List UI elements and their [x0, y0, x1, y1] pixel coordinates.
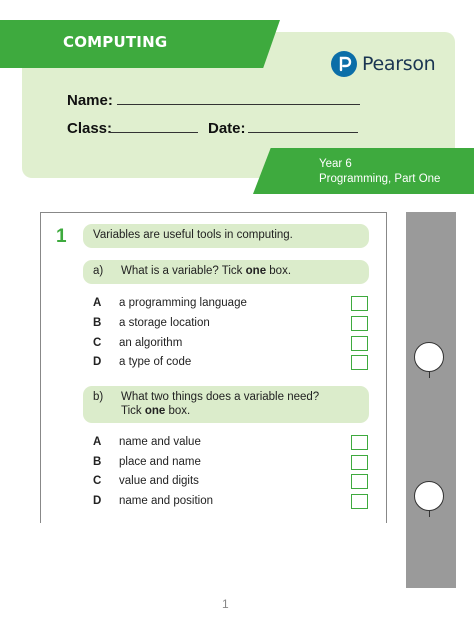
page-number: 1	[222, 597, 229, 611]
part-b-option-c-checkbox[interactable]	[351, 474, 368, 489]
class-field[interactable]	[109, 132, 198, 133]
part-a-instruction-end: box.	[266, 265, 292, 277]
part-b-option-letter: D	[93, 495, 102, 507]
part-a-option-text: a storage location	[119, 317, 210, 329]
part-a-option-letter: C	[93, 337, 102, 349]
part-b-option-a-checkbox[interactable]	[351, 435, 368, 450]
part-b-option-letter: A	[93, 436, 102, 448]
part-a-option-d-checkbox[interactable]	[351, 355, 368, 370]
class-label: Class:	[67, 120, 113, 137]
part-b-instruction-emphasis: one	[144, 405, 166, 417]
brand-logo	[331, 50, 435, 78]
date-field[interactable]	[248, 132, 358, 133]
part-b-option-text: name and value	[119, 436, 201, 448]
name-label: Name:	[67, 92, 113, 109]
part-a-option-text: a programming language	[119, 297, 247, 309]
part-a-option-letter: A	[93, 297, 102, 309]
part-a-instruction	[121, 265, 291, 277]
subject-banner-text: COMPUTING	[63, 33, 168, 51]
part-b-instruction	[121, 405, 190, 417]
part-a-option-letter: B	[93, 317, 102, 329]
part-b-option-letter: B	[93, 456, 102, 468]
part-a-instruction-emphasis: one	[245, 265, 267, 277]
tag-year: Year 6	[319, 158, 352, 170]
part-b-label: b)	[93, 391, 104, 403]
part-a-option-letter: D	[93, 356, 102, 368]
date-label: Date:	[208, 120, 246, 137]
subject-tag	[253, 148, 474, 194]
part-a-label: a)	[93, 265, 104, 277]
binder-hole-icon	[414, 342, 444, 372]
part-b-option-text: name and position	[119, 495, 213, 507]
brand-name: Pearson	[362, 53, 436, 75]
part-b-option-b-checkbox[interactable]	[351, 455, 368, 470]
part-b-option-text: place and name	[119, 456, 201, 468]
part-a-option-text: a type of code	[119, 356, 192, 368]
part-b-question: What two things does a variable need?	[121, 391, 320, 403]
binder-hole-icon	[414, 481, 444, 511]
part-b-instruction-end: box.	[165, 405, 191, 417]
part-a-instruction-text: What is a variable? Tick	[121, 265, 246, 277]
tag-topic: Programming, Part One	[319, 173, 441, 185]
binder-hole-tick	[429, 372, 430, 378]
name-field[interactable]	[117, 104, 360, 105]
part-b-instruction-text: Tick	[121, 405, 145, 417]
part-b-option-text: value and digits	[119, 475, 199, 487]
pearson-logo-icon	[331, 51, 357, 77]
part-a-prompt	[83, 260, 369, 284]
part-a-option-b-checkbox[interactable]	[351, 316, 368, 331]
question-number: 1	[56, 226, 67, 247]
part-b-option-d-checkbox[interactable]	[351, 494, 368, 509]
question-stem	[83, 224, 369, 248]
part-a-option-a-checkbox[interactable]	[351, 296, 368, 311]
binder-sidebar	[406, 212, 456, 588]
question-stem-text: Variables are useful tools in computing.	[93, 229, 293, 241]
part-b-prompt	[83, 386, 369, 423]
binder-hole-tick	[429, 511, 430, 517]
part-b-option-letter: C	[93, 475, 102, 487]
part-a-option-text: an algorithm	[119, 337, 183, 349]
part-a-option-c-checkbox[interactable]	[351, 336, 368, 351]
